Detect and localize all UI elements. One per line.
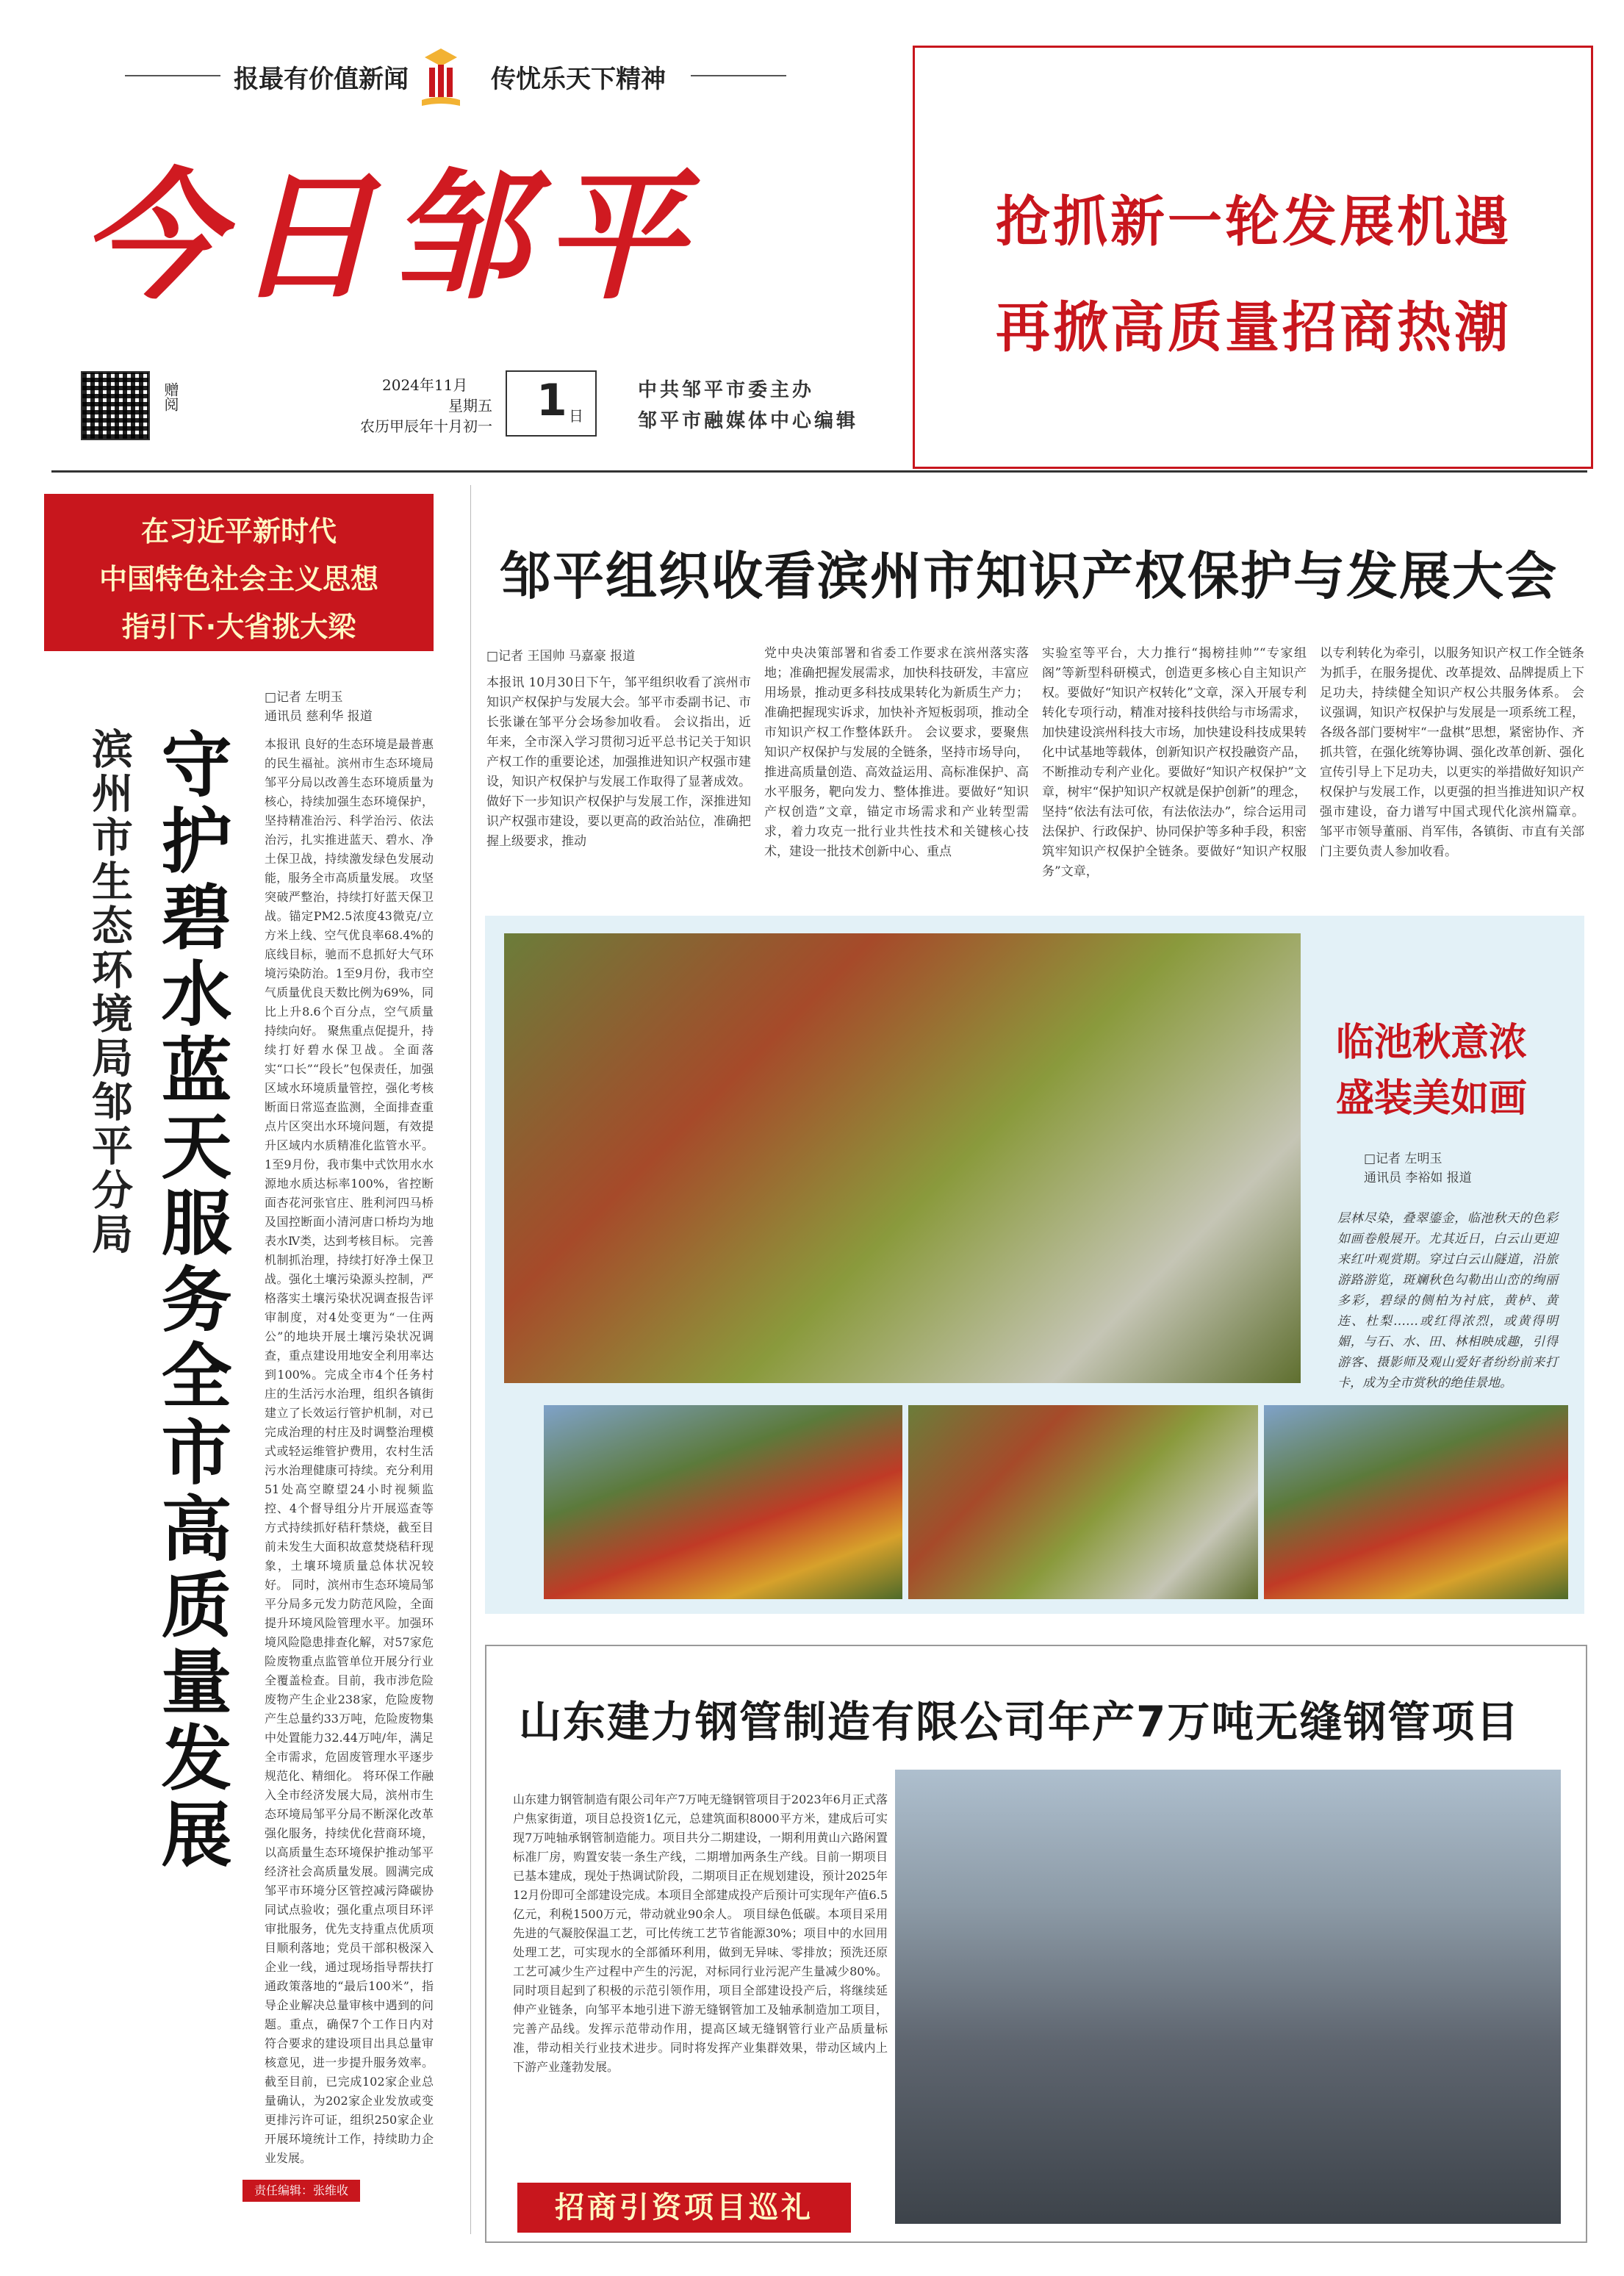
newspaper-title: 今日邹平 [81,154,699,318]
top-story-byline: □记者 王国帅 马嘉豪 报道 [486,649,636,664]
slogan-rule-right [691,75,786,76]
column-tag-line-3: 指引下·大省挑大梁 [121,611,356,643]
banner-line-2: 再掀高质量招商热潮 [996,296,1512,359]
photo-story-title-2: 盛装美如画 [1336,1077,1528,1121]
sponsor: 中共邹平市委主办 [638,379,815,401]
day-suffix: 日 [569,407,583,425]
qr-code-icon [81,371,150,440]
newspaper-logo-icon [419,43,463,109]
qr-label: 赠阅 [162,382,179,412]
feature-byline-1: □记者 左明玉 [265,690,343,705]
top-story-col-4: 以专利转化为牵引，以服务知识产权工作全链条为抓手，在服务提优、改革提效、品牌提质上下足功夫，持续健全知识产权公共服务体系。 会议强调，知识产权保护与发展是一项系统工程，各级各部门要树牢“一盘棋”思想，紧密协作、齐抓共管，在强化统筹协调、强化改革创新、强化宣传引导上下足功夫，以更实的举措做好知识产权保护与发展工作，以更强的担当推进知识产权强市建设，奋力谱写中国式现代化滨州篇章。 邹平市领导董丽、肖军伟，各镇街、市直有关部门主要负责人参加收看。 [1320,646,1584,859]
photo-story-byline-1: □记者 左明玉 [1364,1152,1442,1166]
column-tag [44,494,434,651]
editor-org: 邹平市融媒体中心编辑 [638,410,859,432]
project-story-box [485,1645,1587,2243]
photo-story-title-1: 临池秋意浓 [1336,1021,1528,1065]
feature-headline: 守护碧水蓝天服务全市高质量发展 [150,728,232,1874]
column-tag-line-1: 在习近平新时代 [140,515,337,548]
slogan-left: 报最有价值新闻 [234,65,409,94]
factory-photo [895,1770,1561,2224]
masthead-divider [51,470,1587,473]
column-tag-line-2: 中国特色社会主义思想 [98,563,378,595]
editor-tag: 责任编辑：张维收 [242,2180,360,2202]
slogan-rule-left [125,75,220,76]
photo-story-panel [485,916,1584,1614]
date-line: 2024年11月 [382,376,468,394]
banner-line-1: 抢抓新一轮发展机遇 [996,190,1512,254]
photo-story-byline-2: 通讯员 李裕如 报道 [1364,1171,1472,1185]
top-story-headline: 邹平组织收看滨州市知识产权保护与发展大会 [500,546,1558,606]
autumn-photo-1 [544,1405,902,1599]
project-story-headline: 山东建力钢管制造有限公司年产7万吨无缝钢管项目 [519,1697,1520,1747]
top-story-col-1: 本报讯 10月30日下午，邹平组织收看了滨州市知识产权保护与发展大会。邹平市委副书记、市长张谦在邹平分会场参加收看。 会议指出，近年来，全市深入学习贯彻习近平总书记关于知识产权工作的重要论述，加强推进知识产权强市建设，知识产权保护与发展工作取得了显著成效。做好下一步知识产权保护与发展工作，深推进知识产权强市建设，要以更高的政治站位，准确把握上级要求，推动 [486,675,751,849]
feature-body: 本报讯 良好的生态环境是最普惠的民生福祉。滨州市生态环境局邹平分局以改善生态环境质量为核心，持续加强生态环境保护，坚持精准治污、科学治污、依法治污，扎实推进蓝天、碧水、净土保卫战，持续激发绿色发展动能，服务全市高质量发展。 攻坚突破严整治，持续打好蓝天保卫战。锚定PM2.5浓度43微克/立方米上线、空气优良率68.4%的底线目标，驰而不息抓好大气环境污染防治。1至9月份，我市空气质量优良天数比例为69%，同比上升8.6个百分点，空气质量持续向好。 聚焦重点促提升，持续打好碧水保卫战。全面落实“口长”“段长”包保责任，加强区域水环境质量管控，强化考核断面日常巡查监测，全面排查重点片区突出水环境问题，有效提升区域内水质精准化监管水平。1至9月份，我市集中式饮用水水源地水质达标率100%，省控断面杏花河张官庄、胜利河四马桥及国控断面小清河唐口桥均为地表水Ⅳ类，达到考核目标。 完善机制抓治理，持续打好净土保卫战。强化土壤污染源头控制，严格落实土壤污染状况调查报告评审制度，对4处变更为“一住两公”的地块开展土壤污染状况调查，重点建设用地安全利用率达到100%。完成全市4个任务村庄的生活污水治理，组织各镇街建立了长效运行管护机制，对已完成治理的村庄及时调整治理模式或轻运维管护费用，农村生活污水治理健康可持续。充分利用51处高空瞭望24小时视频监控、4个督导组分片开展巡查等方式持续抓好秸秆禁烧，截至目前未发生大面积故意焚烧秸秆现象，土壤环境质量总体状况较好。 同时，滨州市生态环境局邹平分局多元发力防范风险，全面提升环境风险管理水平。加强环境风险隐患排查化解，对57家危险废物重点监管单位开展分行业全覆盖检查。目前，我市涉危险废物产生企业238家，危险废物产生总量约33万吨，危险废物集中处置能力32.44万吨/年，满足全市需求，危固废管理水平逐步规范化、精细化。 将环保工作融入全市经济发展大局，滨州市生态环境局邹平分局不断深化改革强化服务，持续优化营商环境，以高质量生态环境保护推动邹平经济社会高质量发展。圆满完成邹平市环境分区管控减污降碳协同试点验收；强化重点项目环评审批服务，优先支持重点优质项目顺利落地；党员干部积极深入企业一线，通过现场指导帮扶打通政策落地的“最后100米”，指导企业解决总量审核中遇到的问题。重点，确保7个工作日内对符合要求的建设项目出具总量审核意见，进一步提升服务效率。截至目前，已完成102家企业总量确认，为202家企业发放或变更排污许可证，组织250家企业开展环境统计工作，持续助力企业发展。 [265,737,434,2165]
feature-org: 滨州市生态环境局邹平分局 [85,728,133,1257]
day-box [506,370,597,437]
day-number: 1 [536,375,567,426]
project-series-tag: 招商引资项目巡礼 [517,2183,851,2233]
weekday: 星期五 [448,397,492,414]
top-story-col-2: 党中央决策部署和省委工作要求在滨州落实落地；准确把握发展需求，加快科技研发，丰富应用场景，推动更多科技成果转化为新质生产力；准确把握现实诉求，加快补齐短板弱项，推动全市知识产权工作整体跃升。 会议要求，要聚焦知识产权保护与发展的全链条，坚持市场导向，推进高质量创造、高效益运用、高标准保护、高水平服务，靶向发力、整体推进。要做好“知识产权创造”文章，锚定市场需求和产业转型需求，着力攻克一批行业共性技术和关键核心技术，建设一批技术创新中心、重点 [764,646,1029,859]
lunar-date: 农历甲辰年十月初一 [360,417,492,435]
feature-byline-2: 通讯员 慈利华 报道 [265,709,373,724]
autumn-photo-3 [1264,1405,1568,1599]
autumn-photo-2 [908,1405,1258,1599]
photo-story-caption: 层林尽染，叠翠鎏金，临池秋天的色彩如画卷般展开。尤其近日，白云山更迎来红叶观赏期。穿过白云山隧道，沿旅游路游览，斑斓秋色勾勒出山峦的绚丽多彩，碧绿的侧柏为衬底，黄栌、黄连、杜梨……或红得浓烈，或黄得明媚，与石、水、田、林相映成趣，引得游客、摄影师及观山爱好者纷纷前来打卡，成为全市赏秋的绝佳景地。 [1337,1211,1558,1390]
column-divider [470,485,471,2234]
slogan-right: 传忧乐天下精神 [491,65,666,94]
main-autumn-photo [504,933,1301,1383]
headline-banner [913,46,1593,469]
top-story-col-3: 实验室等平台，大力推行“揭榜挂帅”“专家组阁”等新型科研模式，创造更多核心自主知识产权。要做好“知识产权转化”文章，深入开展专利转化专项行动，精准对接科技供给与市场需求，加快建设滨州科技大市场，加快建设科技成果转化中试基地等载体，创新知识产权投融资产品，不断推动专利产业化。要做好“知识产权保护”文章，树牢“保护知识产权就是保护创新”的理念，坚持“依法有法可依，有法依法办”，综合运用司法保护、行政保护、协同保护等多种手段，积密筑牢知识产权保护全链条。要做好“知识产权服务”文章， [1042,646,1307,879]
project-story-body: 山东建力钢管制造有限公司年产7万吨无缝钢管项目于2023年6月正式落户焦家街道，项目总投资1亿元，总建筑面积8000平方米，建成后可实现7万吨轴承钢管制造能力。项目共分二期建设，一期利用黄山六路闲置标准厂房，购置安装一条生产线，二期增加两条生产线。目前一期项目已基本建成，现处于热调试阶段，二期项目正在规划建设，预计2025年12月份即可全部建设完成。本项目全部建成投产后预计可实现年产值6.5亿元，利税1500万元，带动就业90余人。 项目绿色低碳。本项目采用先进的气凝胶保温工艺，可比传统工艺节省能源30%；项目中的水回用处理工艺，可实现水的全部循环利用，做到无异味、零排放；预洗还原工艺可减少生产过程中产生的污泥，对标同行业污泥产生量减少80%。同时项目起到了积极的示范引领作用，项目全部建设投产后，将继续延伸产业链条，向邹平本地引进下游无缝钢管加工及轴承制造加工项目，完善产品线。发挥示范带动作用，提高区域无缝钢管行业产品质量标准，带动相关行业技术进步。同时将发挥产业集群效果，带动区域内上下游产业蓬勃发展。 [513,1792,888,2074]
